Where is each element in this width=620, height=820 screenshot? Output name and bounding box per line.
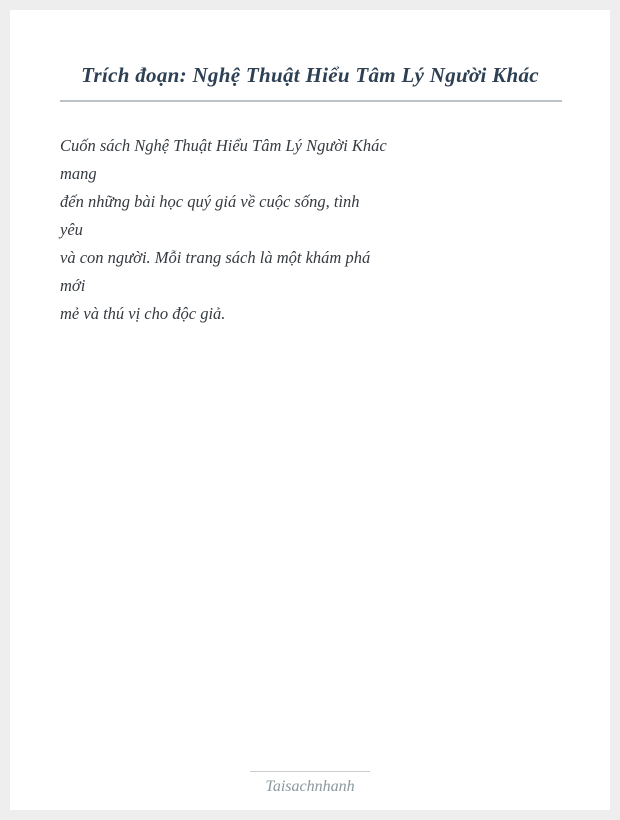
footer-divider bbox=[250, 771, 370, 772]
footer-brand: Taisachnhanh bbox=[265, 778, 355, 795]
excerpt-line: mang bbox=[60, 164, 97, 183]
title-divider bbox=[60, 100, 562, 102]
excerpt-paragraph bbox=[60, 132, 560, 328]
page-footer bbox=[10, 771, 610, 810]
excerpt-line: mẻ và thú vị cho độc giả. bbox=[60, 304, 226, 323]
excerpt-line: đến những bài học quý giá về cuộc sống, tình bbox=[60, 192, 360, 211]
excerpt-line: Cuốn sách Nghệ Thuật Hiểu Tâm Lý Người Khác bbox=[60, 136, 387, 155]
excerpt-line: mới bbox=[60, 276, 86, 295]
document-card bbox=[10, 10, 610, 810]
page-title: Trích đoạn: Nghệ Thuật Hiểu Tâm Lý Người Khác bbox=[81, 63, 539, 87]
excerpt-line: yêu bbox=[60, 220, 83, 239]
excerpt-line: và con người. Mỗi trang sách là một khám phá bbox=[60, 248, 371, 267]
